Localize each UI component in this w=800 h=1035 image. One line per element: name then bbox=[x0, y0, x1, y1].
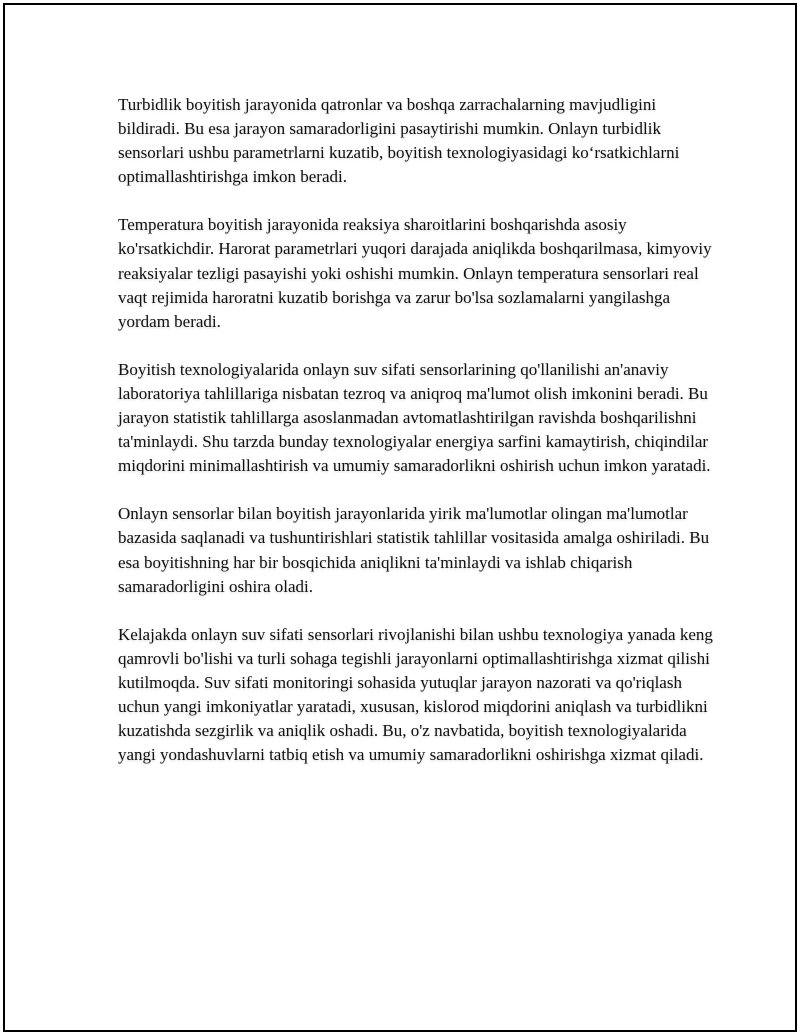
paragraph-temperature: Temperatura boyitish jarayonida reaksiya sharoitlarini boshqarishda asosiy ko'rsatkichdir. Harorat parametrlari yuqori darajada aniqlikda boshqarilmasa, kimyoviy reaksiyalar tezligi pasayishi yoki oshishi mumkin. Onlayn temperatura sensorlari real vaqt rejimida haroratni kuzatib borishga va zarur bo'lsa sozlamalarni yangilashga yordam beradi. bbox=[118, 215, 712, 331]
paragraph-future-outlook: Kelajakda onlayn suv sifati sensorlari rivojlanishi bilan ushbu texnologiya yanada keng qamrovli bo'lishi va turli sohaga tegishli jarayonlarni optimallashtirishga xizmat qilishi kutilmoqda. Suv sifati monitoringi sohasida yutuqlar jarayon nazorati va qo'riqlash uchun yangi imkoniyatlar yaratadi, xususan, kislorod miqdorini aniqlash va turbidlikni kuzatishda sezgirlik va aniqlik oshadi. Bu, o'z navbatida, boyitish texnologiyalarida yangi yondashuvlarni tatbiq etish va umumiy samaradorlikni oshirishga xizmat qiladi. bbox=[118, 624, 713, 765]
paragraph-water-quality-sensors: Boyitish texnologiyalarida onlayn suv sifati sensorlarining qo'llanilishi an'anaviy laboratoriya tahlillariga nisbatan tezroq va aniqroq ma'lumot olish imkonini beradi. Bu jarayon statistik tahlillarga asoslanmadan avtomatlashtirilgan ravishda boshqarilishni ta'minlaydi. Shu tarzda bunday texnologiyalar energiya sarfini kamaytirish, chiqindilar miqdorini minimallashtirish va umumiy samaradorlikni oshirish uchun imkon yaratadi. bbox=[118, 359, 711, 476]
paragraph-turbidity: Turbidlik boyitish jarayonida qatronlar va boshqa zarrachalarning mavjudligini bildiradi. Bu esa jarayon samaradorligini pasaytirishi mumkin. Onlayn turbidlik sensorlari ushbu parametrlarni kuzatib, boyitish texnologiyasidagi ko‘rsatkichlarni optimallashtirishga imkon beradi. bbox=[118, 95, 680, 187]
document-body bbox=[118, 93, 718, 791]
paragraph-data-analysis: Onlayn sensorlar bilan boyitish jarayonlarida yirik ma'lumotlar olingan ma'lumotlar bazasida saqlanadi va tushuntirishlari statistik tahlillar vositasida amalga oshiriladi. Bu esa boyitishning har bir bosqichida aniqlikni ta'minlaydi va ishlab chiqarish samaradorligini oshira oladi. bbox=[118, 504, 710, 596]
